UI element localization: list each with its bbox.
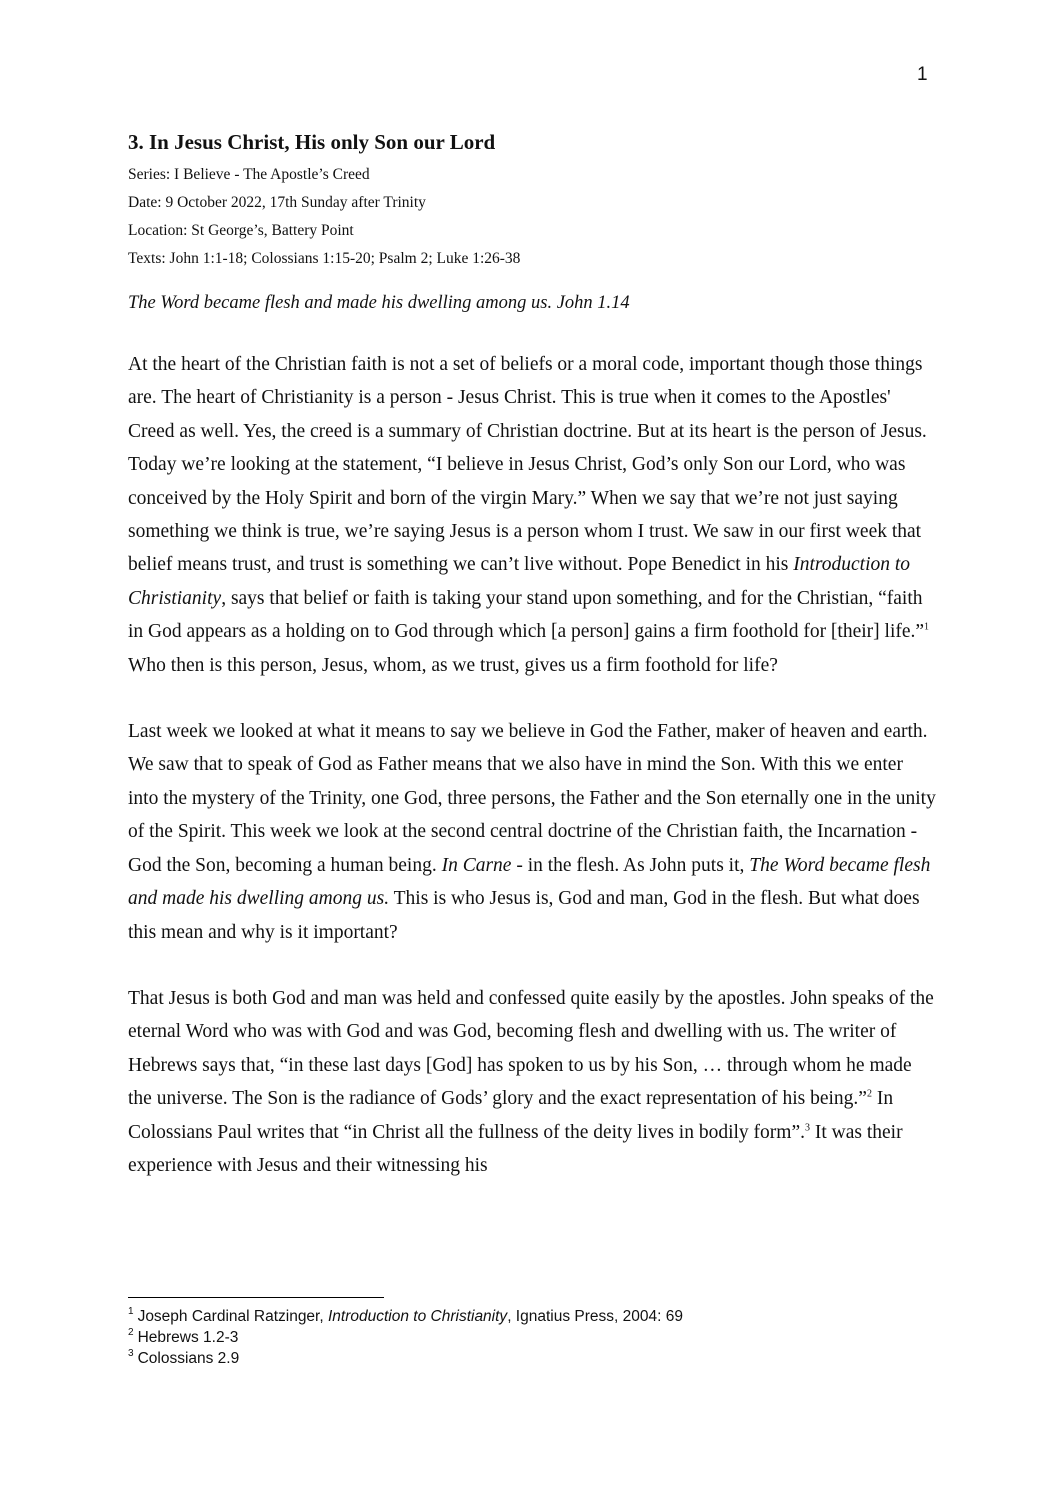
footnote-text: Colossians 2.9 <box>137 1350 240 1367</box>
date-line: Date: 9 October 2022, 17th Sunday after Trinity <box>128 194 426 211</box>
book-title: Introduction to Christianity <box>128 554 911 609</box>
paragraph-3-text-b: In Colossians Paul writes that “in Christ all the fullness of the deity lives in bodily form”. <box>128 1088 894 1143</box>
location-line: Location: St George’s, Battery Point <box>128 222 354 239</box>
footnote-book-title: Introduction to Christianity <box>327 1308 508 1325</box>
latin-phrase: In Carne <box>441 854 512 876</box>
footnote-ref-3[interactable]: 3 <box>805 1122 810 1134</box>
paragraph-1-text-a: At the heart of the Christian faith is not a set of beliefs or a moral code, important though those things are. The heart of Christianity is a person - Jesus Christ. This is true when it comes to the Apostles' Creed as well. Yes, the creed is a summary of Christian doctrine. But at its heart is the person of Jesus. Today we’re looking at the statement, “I believe in Jesus Christ, God’s only Son our Lord, who was conceived by the Holy Spirit and born of the virgin Mary.” When we say that we’re not just saying something we think is true, we’re saying Jesus is a person whom I trust. We saw in our first week that belief means trust, and trust is something we can’t live without. Pope Benedict in his <box>128 354 927 576</box>
page-number: 1 <box>917 64 928 85</box>
footnote-divider <box>128 1297 384 1298</box>
footnote-text: , Ignatius Press, 2004: 69 <box>507 1308 683 1325</box>
footnote-2 <box>128 1327 928 1348</box>
footnote-text: Joseph Cardinal Ratzinger, <box>137 1308 328 1325</box>
paragraph-2 <box>128 715 936 949</box>
footnote-1 <box>128 1306 928 1327</box>
paragraph-1-text-b: , says that belief or faith is taking your stand upon something, and for the Christian, “faith in God appears as a holding on to God through which [a person] gains a firm foothold for [their] life.” <box>128 587 925 643</box>
paragraph-1 <box>128 348 936 682</box>
footnote-ref-2[interactable]: 2 <box>866 1088 872 1100</box>
footnotes <box>128 1306 928 1369</box>
paragraph-1-text-c: Who then is this person, Jesus, whom, as we trust, gives us a firm foothold for life? <box>128 654 778 676</box>
paragraph-3-text-c: It was their experience with Jesus and their witnessing his <box>128 1121 903 1176</box>
paragraph-3-text-a: That Jesus is both God and man was held and confessed quite easily by the apostles. John speaks of the eternal Word who was with God and was God, becoming flesh and dwelling with us. The writer of Hebrews says that, “in these last days [God] has spoken to us by his Son, … through whom he made the universe. The Son is the radiance of Gods’ glory and the exact representation of his being.” <box>128 987 934 1110</box>
epigraph: The Word became flesh and made his dwelling among us. John 1.14 <box>128 293 630 313</box>
series-line: Series: I Believe - The Apostle’s Creed <box>128 166 370 183</box>
footnote-number: 1 <box>128 1306 134 1317</box>
paragraph-3 <box>128 982 936 1182</box>
sermon-meta <box>128 161 936 273</box>
paragraph-2-text-c: This is who Jesus is, God and man, God in the flesh. But what does this mean and why is it important? <box>128 888 920 943</box>
document-body <box>128 130 936 1215</box>
sermon-title: 3. In Jesus Christ, His only Son our Lord <box>128 130 496 154</box>
footnote-text: Hebrews 1.2-3 <box>137 1329 239 1346</box>
footnote-number: 3 <box>128 1348 134 1359</box>
paragraph-2-text-b: - in the flesh. As John puts it, <box>511 854 750 876</box>
scripture-quote: The Word became flesh and made his dwelling among us. <box>128 854 931 910</box>
footnote-ref-1[interactable]: 1 <box>924 621 930 633</box>
paragraph-2-text-a: Last week we looked at what it means to say we believe in God the Father, maker of heaven and earth. We saw that to speak of God as Father means that we also have in mind the Son. With this we enter into the mystery of the Trinity, one God, three persons, the Father and the Son eternally one in the unity of the Spirit. This week we look at the second central doctrine of the Christian faith, the Incarnation - God the Son, becoming a human being. <box>128 721 936 876</box>
footnote-number: 2 <box>128 1327 134 1338</box>
texts-line: Texts: John 1:1-18; Colossians 1:15-20; Psalm 2; Luke 1:26-38 <box>128 250 521 267</box>
footnote-3 <box>128 1348 928 1369</box>
